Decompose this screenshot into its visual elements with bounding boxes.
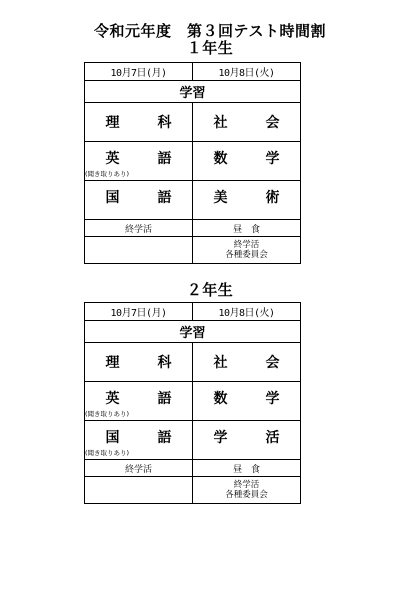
end-line1: 終学活 xyxy=(233,480,260,490)
subject: 英 語 xyxy=(105,391,184,407)
grade1-title: １年生 xyxy=(186,39,234,57)
period1-day1 xyxy=(85,343,193,382)
period3-day1 xyxy=(85,421,193,460)
subject: 理 科 xyxy=(105,355,184,371)
subject: 国 語 xyxy=(105,190,184,206)
date-day1: 10月7日(月) xyxy=(85,303,193,321)
section-header: 学習 xyxy=(85,321,301,343)
period1-day2 xyxy=(193,343,301,382)
period3-day2 xyxy=(193,181,301,220)
period1-day1 xyxy=(85,103,193,142)
subject: 学 活 xyxy=(213,430,292,446)
period3-day1 xyxy=(85,181,193,220)
period2-day1 xyxy=(85,382,193,421)
timetable-grade1 xyxy=(84,62,301,264)
subject: 社 会 xyxy=(213,355,292,371)
day1-end-activity: 終学活 xyxy=(85,220,193,237)
date-day2: 10月8日(火) xyxy=(193,63,301,81)
subject: 理 科 xyxy=(105,115,184,131)
listening-note: (聞き取りあり) xyxy=(85,410,130,418)
day2-end-activity xyxy=(193,477,301,504)
day1-empty xyxy=(85,237,193,264)
subject: 国 語 xyxy=(105,430,184,446)
end-line2: 各種委員会 xyxy=(225,490,268,500)
day2-lunch: 昼 食 xyxy=(193,460,301,477)
day1-end-activity: 終学活 xyxy=(85,460,193,477)
listening-note: (聞き取りあり) xyxy=(85,449,130,457)
end-line2: 各種委員会 xyxy=(225,250,268,260)
day2-end-activity xyxy=(193,237,301,264)
date-day2: 10月8日(火) xyxy=(193,303,301,321)
subject: 英 語 xyxy=(105,151,184,167)
day1-empty xyxy=(85,477,193,504)
period1-day2 xyxy=(193,103,301,142)
listening-note: (聞き取りあり) xyxy=(85,170,130,178)
period3-day2 xyxy=(193,421,301,460)
end-line1: 終学活 xyxy=(233,240,260,250)
timetable-grade2 xyxy=(84,302,301,504)
grade2-title: ２年生 xyxy=(186,281,234,299)
period2-day1 xyxy=(85,142,193,181)
subject: 数 学 xyxy=(213,391,292,407)
subject: 美 術 xyxy=(213,190,292,206)
period2-day2 xyxy=(193,382,301,421)
date-day1: 10月7日(月) xyxy=(85,63,193,81)
period2-day2 xyxy=(193,142,301,181)
subject: 社 会 xyxy=(213,115,292,131)
section-header: 学習 xyxy=(85,81,301,103)
subject: 数 学 xyxy=(213,151,292,167)
day2-lunch: 昼 食 xyxy=(193,220,301,237)
page-title: 令和元年度 第３回テスト時間割 xyxy=(94,22,326,40)
